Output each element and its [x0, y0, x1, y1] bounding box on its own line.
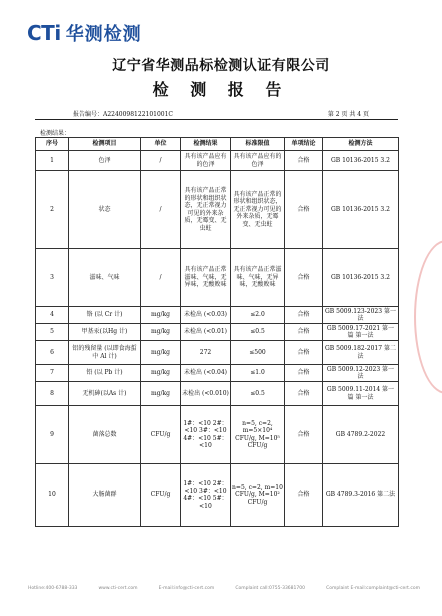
- cell-verdict: 合格: [285, 365, 323, 382]
- footer-hotline: Hotline:400-6788-333: [28, 586, 78, 591]
- cell-method: GB 10136-2015 3.2: [323, 249, 399, 307]
- cell-result: 1#：<10 2#：<10 3#：<10 4#：<10 5#：<10: [181, 406, 231, 464]
- cell-unit: /: [141, 249, 181, 307]
- logo-latin: CTi: [27, 21, 61, 45]
- section-label: 检测结果：: [40, 130, 71, 137]
- cell-method: GB 5009.17-2021 第一篇 第一法: [323, 324, 399, 341]
- cell-verdict: 合格: [285, 464, 323, 527]
- cell-result: 272: [181, 341, 231, 365]
- header-cell: 序号: [36, 138, 69, 151]
- table-row: [36, 382, 399, 406]
- table-row: [36, 171, 399, 249]
- cell-verdict: 合格: [285, 406, 323, 464]
- cell-no: 4: [36, 307, 69, 324]
- cell-unit: CFU/g: [141, 406, 181, 464]
- cell-item: 状态: [69, 171, 141, 249]
- footer-email: E-mail:info@cti-cert.com: [158, 586, 215, 591]
- cell-unit: mg/kg: [141, 324, 181, 341]
- cell-result: 1#：<10 2#：<10 3#：<10 4#：<10 5#：<10: [181, 464, 231, 527]
- cell-verdict: 合格: [285, 307, 323, 324]
- cell-unit: /: [141, 171, 181, 249]
- cell-method: GB 5009.12-2023 第一法: [323, 365, 399, 382]
- cell-method: GB 5009.123-2023 第一法: [323, 307, 399, 324]
- table-row: [36, 249, 399, 307]
- header-cell: 检测项目: [69, 138, 141, 151]
- cell-item: 铅 (以 Pb 计): [69, 365, 141, 382]
- footer-complaint-call: Complaint call:0755-33681700: [235, 586, 305, 591]
- table-row: [36, 406, 399, 464]
- table-row: [36, 365, 399, 382]
- cell-item: 菌落总数: [69, 406, 141, 464]
- cell-limit: ≤2.0: [231, 307, 285, 324]
- cell-item: 大肠菌群: [69, 464, 141, 527]
- cell-verdict: 合格: [285, 151, 323, 171]
- cell-item: 无机砷(以As 计): [69, 382, 141, 406]
- header-cell: 标准限值: [231, 138, 285, 151]
- header-cell: 检测结果: [181, 138, 231, 151]
- cell-unit: mg/kg: [141, 341, 181, 365]
- table-header-row: [36, 138, 399, 151]
- table-row: [36, 341, 399, 365]
- cell-verdict: 合格: [285, 249, 323, 307]
- cell-result: 未检出 (<0.03): [181, 307, 231, 324]
- cell-verdict: 合格: [285, 382, 323, 406]
- cell-item: 色泽: [69, 151, 141, 171]
- cell-result: 未检出 (<0.04): [181, 365, 231, 382]
- cell-result: 未检出 (<0.01): [181, 324, 231, 341]
- cell-verdict: 合格: [285, 341, 323, 365]
- cell-no: 10: [36, 464, 69, 527]
- cell-no: 5: [36, 324, 69, 341]
- cell-no: 7: [36, 365, 69, 382]
- cell-limit: n=5, c=2, m=5×10⁴ CFU/g, M=10⁵ CFU/g: [231, 406, 285, 464]
- logo-chinese: 华测检测: [65, 24, 142, 45]
- cell-result: 具有该产品应有的色泽: [181, 151, 231, 171]
- cell-no: 1: [36, 151, 69, 171]
- cell-limit: 具有该产品正常滋味、气味，无异味，无酸败味: [231, 249, 285, 307]
- company-name: 辽宁省华测品标检测认证有限公司: [112, 58, 330, 74]
- cell-item: 滋味、气味: [69, 249, 141, 307]
- cell-item: 铬 (以 Cr 计): [69, 307, 141, 324]
- cell-no: 9: [36, 406, 69, 464]
- cell-no: 6: [36, 341, 69, 365]
- cell-no: 3: [36, 249, 69, 307]
- seal-stamp: [414, 240, 442, 394]
- cell-verdict: 合格: [285, 171, 323, 249]
- cell-limit: ≤0.5: [231, 324, 285, 341]
- cell-limit: n=5, c=2, m=10 CFU/g, M=10² CFU/g: [231, 464, 285, 527]
- cell-limit: ≤1.0: [231, 365, 285, 382]
- cell-limit: ≤500: [231, 341, 285, 365]
- cell-limit: ≤0.5: [231, 382, 285, 406]
- report-number: 报告编号：A2240098122101001C: [73, 111, 174, 118]
- cell-item: 铝的残留量 (以即食海蜇中 Al 计): [69, 341, 141, 365]
- cell-no: 2: [36, 171, 69, 249]
- cti-logo: [27, 20, 142, 46]
- table-row: [36, 324, 399, 341]
- header-cell: 单项结论: [285, 138, 323, 151]
- cell-no: 8: [36, 382, 69, 406]
- cell-unit: /: [141, 151, 181, 171]
- cell-method: GB 5009.11-2014 第一篇 第一法: [323, 382, 399, 406]
- cell-unit: mg/kg: [141, 307, 181, 324]
- table-row: [36, 464, 399, 527]
- page-number: 第 2 页 共 4 页: [327, 111, 369, 118]
- cell-method: GB 10136-2015 3.2: [323, 171, 399, 249]
- cell-method: GB 4789.3-2016 第二法: [323, 464, 399, 527]
- cell-method: GB 4789.2-2022: [323, 406, 399, 464]
- table-row: [36, 151, 399, 171]
- header-cell: 检测方法: [323, 138, 399, 151]
- footer-website: www.cti-cert.com: [98, 586, 138, 591]
- table-row: [36, 307, 399, 324]
- report-meta: [73, 109, 369, 118]
- cell-method: GB 10136-2015 3.2: [323, 151, 399, 171]
- document-title: 检 测 报 告: [152, 80, 290, 99]
- header-divider: [35, 119, 398, 120]
- cell-result: 具有该产品正常的形状和组织状态，无正常视力可见的外来杂质，无霉变、无虫蛀: [181, 171, 231, 249]
- page-footer: [28, 586, 420, 591]
- cell-result: 未检出 (<0.010): [181, 382, 231, 406]
- cell-result: 具有该产品正常滋味、气味，无异味，无酸败味: [181, 249, 231, 307]
- cell-unit: CFU/g: [141, 464, 181, 527]
- cell-limit: 具有该产品正常的形状和组织状态，无正常视力可见的外来杂质，无霉变、无虫蛀: [231, 171, 285, 249]
- results-table: [35, 137, 399, 527]
- cell-verdict: 合格: [285, 324, 323, 341]
- cell-method: GB 5009.182-2017 第二法: [323, 341, 399, 365]
- header-cell: 单位: [141, 138, 181, 151]
- cell-limit: 具有该产品应有的色泽: [231, 151, 285, 171]
- cell-unit: mg/kg: [141, 382, 181, 406]
- cell-unit: mg/kg: [141, 365, 181, 382]
- cell-item: 甲基汞(以Hg 计): [69, 324, 141, 341]
- footer-complaint-email: Complaint E-mail:complaint@cti-cert.com: [326, 586, 420, 591]
